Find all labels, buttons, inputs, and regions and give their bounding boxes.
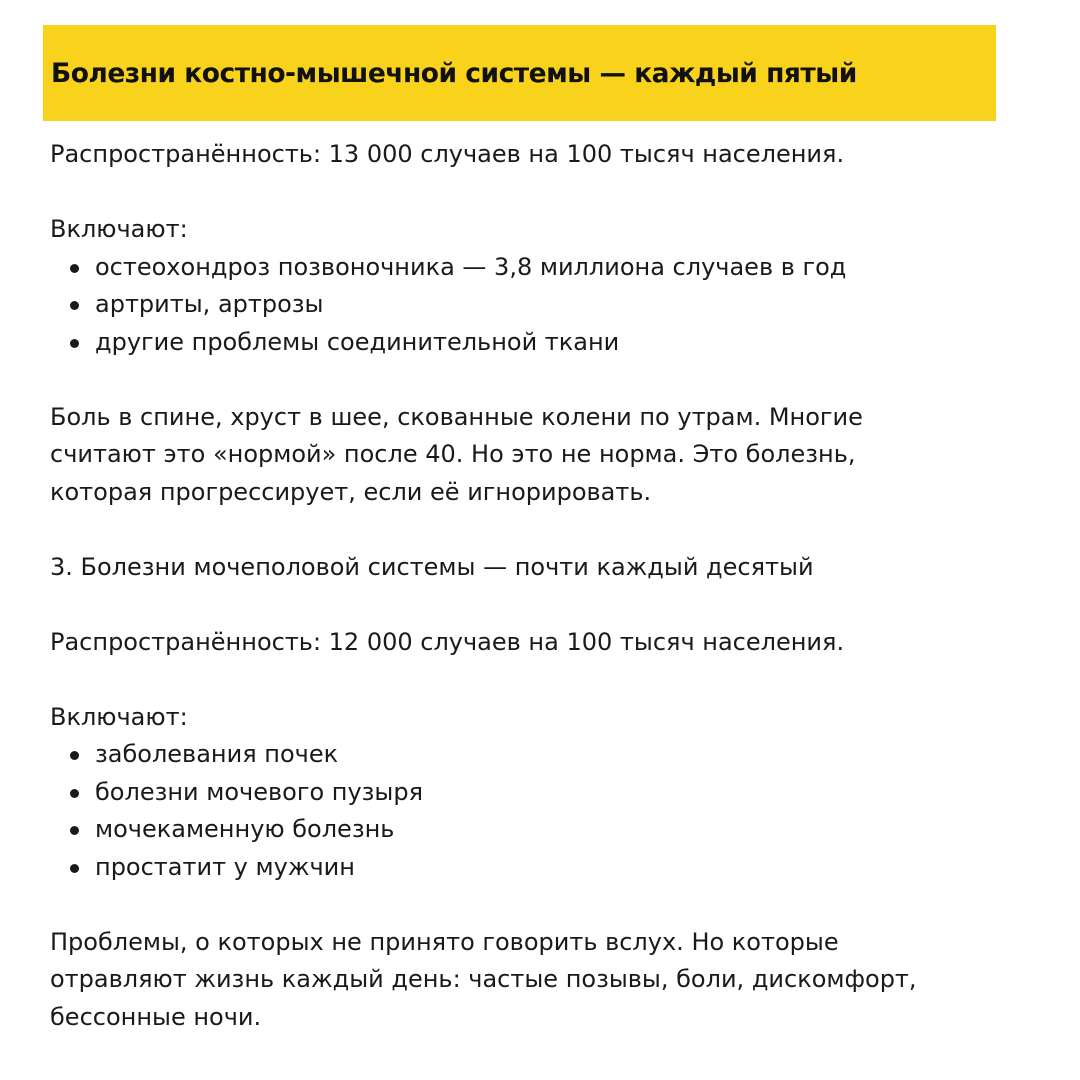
paragraph-line: Боль в спине, хруст в шее, скованные колени по утрам. Многие xyxy=(50,402,863,431)
genitourinary-includes-label: Включают: xyxy=(50,702,188,731)
musculoskeletal-includes-label: Включают: xyxy=(50,215,188,243)
heading-highlight-bar xyxy=(43,25,996,121)
article-body xyxy=(50,136,1040,1036)
bullet-icon xyxy=(70,264,79,273)
bullet-icon xyxy=(70,339,79,348)
bullet-icon xyxy=(70,826,79,835)
list-item: болезни мочевого пузыря xyxy=(50,774,1040,812)
list-item: другие проблемы соединительной ткани xyxy=(50,324,1040,362)
paragraph-line: Проблемы, о которых не принято говорить вслух. Но которые xyxy=(50,927,839,956)
musculoskeletal-list xyxy=(50,249,1040,362)
list-item: остеохондроз позвоночника — 3,8 миллиона случаев в год xyxy=(50,249,1040,287)
list-item: простатит у мужчин xyxy=(50,849,1040,887)
list-item: артриты, артрозы xyxy=(50,286,1040,324)
genitourinary-paragraph xyxy=(50,924,1040,1037)
paragraph-line: которая прогрессирует, если её игнорировать. xyxy=(50,477,652,506)
genitourinary-list xyxy=(50,736,1040,886)
bullet-icon xyxy=(70,751,79,760)
paragraph-line: отравляют жизнь каждый день: частые позывы, боли, дискомфорт, xyxy=(50,965,917,993)
paragraph-line: бессонные ночи. xyxy=(50,1002,262,1031)
genitourinary-title: 3. Болезни мочеполовой системы — почти каждый десятый xyxy=(50,552,814,581)
paragraph-line: считают это «нормой» после 40. Но это не норма. Это болезнь, xyxy=(50,440,856,468)
genitourinary-prevalence: Распространённость: 12 000 случаев на 100 тысяч населения. xyxy=(50,627,845,656)
bullet-icon xyxy=(70,864,79,873)
musculoskeletal-paragraph xyxy=(50,399,1040,512)
bullet-icon xyxy=(70,301,79,310)
list-item: заболевания почек xyxy=(50,736,1040,774)
bullet-icon xyxy=(70,789,79,798)
page-title: Болезни костно-мышечной системы — каждый пятый xyxy=(51,57,857,89)
musculoskeletal-prevalence: Распространённость: 13 000 случаев на 100 тысяч населения. xyxy=(50,140,845,168)
list-item: мочекаменную болезнь xyxy=(50,811,1040,849)
